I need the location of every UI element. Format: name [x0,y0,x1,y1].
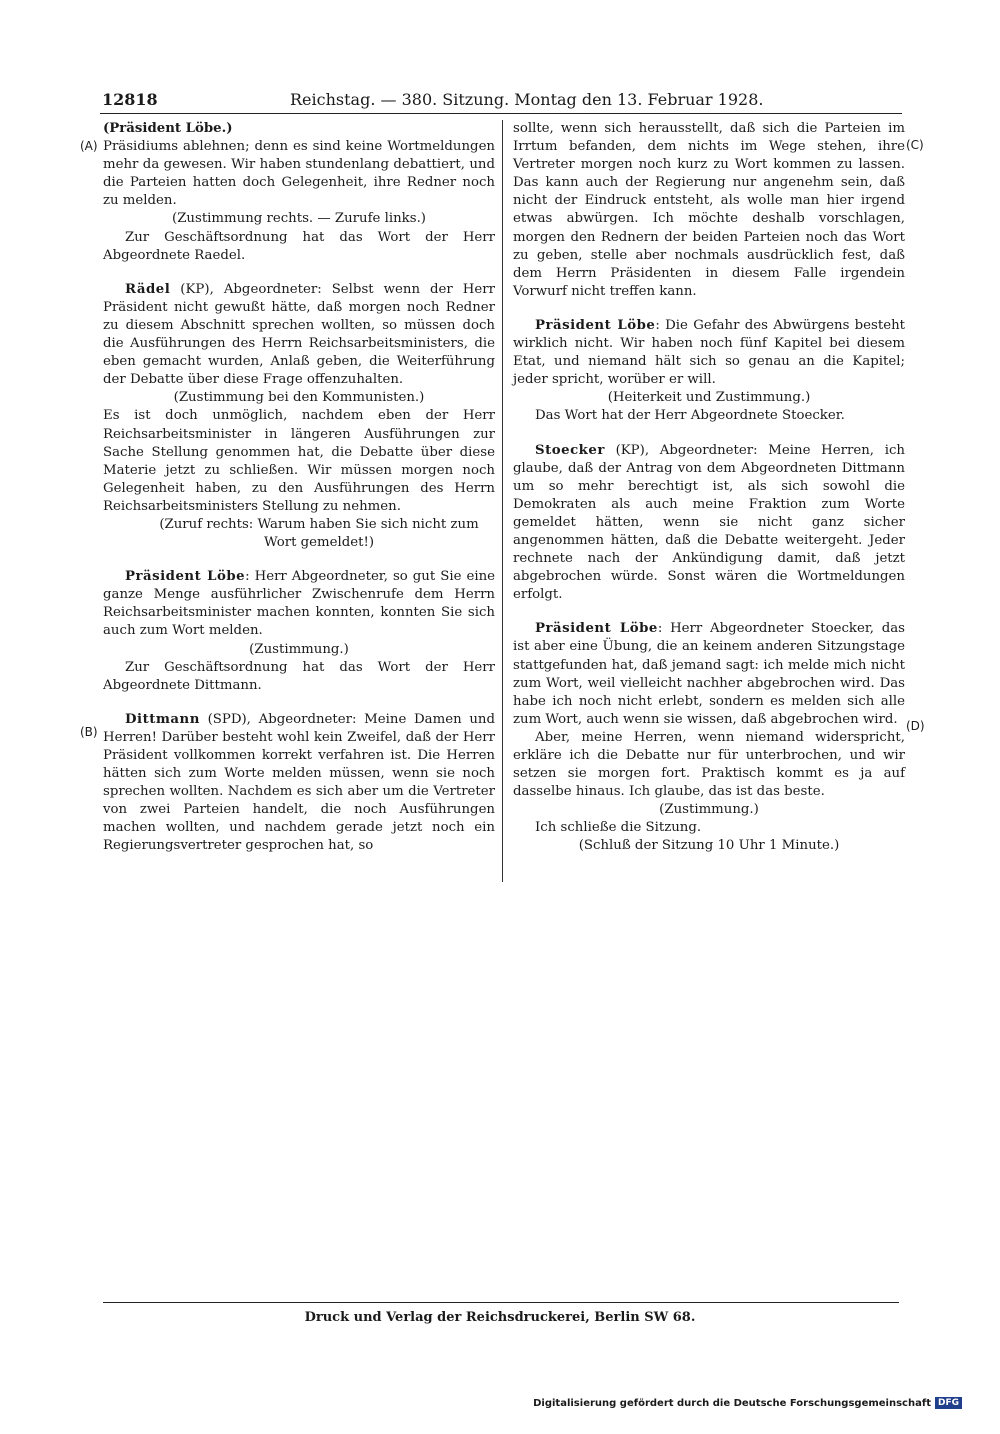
right-column [513,120,905,856]
speaker-name: Stoecker [535,442,605,458]
speech-paragraph [513,620,905,729]
stage-direction: (Zuruf rechts: Warum haben Sie sich nicht zum Wort gemeldet!) [159,516,479,551]
margin-mark-a: (A) [80,139,98,153]
speech-paragraph [103,281,495,390]
running-head: (Präsident Löbe.) [103,121,233,136]
margin-mark-b: (B) [80,725,98,739]
stage-direction: (Zustimmung rechts. — Zurufe links.) [172,211,426,227]
dfg-credit [533,1397,962,1409]
margin-mark-c: (C) [906,138,924,152]
speaker-name: Rädel [125,281,171,297]
page-number: 12818 [102,90,158,109]
dfg-credit-text: Digitalisierung gefördert durch die Deutsche Forschungsgemeinschaft [533,1397,931,1409]
paragraph: Präsidiums ablehnen; denn es sind keine Wortmeldungen mehr da gewesen. Wir haben stundenlang debattiert, und die Parteien hatten doch Gelegenheit, ihre Redner noch zu melden. [103,139,495,209]
speech-text: (KP), Abgeordneter: Meine Herren, ich glaube, daß der Antrag von dem Abgeordneten Dittmann um so mehr berechtigt ist, als sich sowohl die Demokraten als auch meine Fraktion zum Worte gemeldet hätten, wenn sie nicht ganz sicher angenommen hätten, daß die Debatte weitergeht. Jeder rechnete nach der Ankündigung damit, daß jetzt abgebrochen würde. Sonst wären die Wortmeldungen erfolgt. [513,442,905,603]
speech-text: : Die Gefahr des Abwürgens besteht wirklich nicht. Wir haben noch fünf Kapitel bei diesem Etat, und niemand hält sich so genau an die Kapitel; jeder spricht, worüber er will. [513,317,905,388]
paragraph: Es ist doch unmöglich, nachdem eben der Herr Reichsarbeitsminister in längeren Ausführungen zur Sache Stellung genommen hat, die Debatte über diese Materie jetzt zu schließen. Wir müssen morgen noch Gelegenheit haben, zu den Ausführungen des Herrn Reichsarbeitsministers Stellung zu nehmen. [103,408,495,514]
speech-text: : Herr Abgeordneter Stoecker, das ist aber eine Übung, die an keinem anderen Sitzungstage stattgefunden hat, daß jemand sagt: ich melde mich nicht zum Wort, weil vielleicht nachher abgebrochen wird. Das habe ich noch nicht erlebt, sondern es melden sich alle zum Wort, auch wenn sie wissen, daß abgebrochen wird. [513,621,905,727]
speech-paragraph [103,568,495,640]
speaker-name: Präsident Löbe [125,569,246,585]
speech-paragraph [513,442,905,605]
stage-direction: (Zustimmung bei den Kommunisten.) [173,390,425,406]
speech-text: : Herr Abgeordneter, so gut Sie eine ganze Menge ausführlicher Zwischenrufe dem Herrn Reichsarbeitsminister machen konnten, konnten Sie sich auch zum Wort melden. [103,569,495,639]
stage-direction: (Zustimmung.) [659,802,759,818]
speech-paragraph [513,317,905,389]
footer-rule [103,1302,899,1303]
printer-imprint: Druck und Verlag der Reichsdruckerei, Berlin SW 68. [304,1310,696,1325]
speaker-name: Dittmann [125,711,200,727]
stage-direction: (Heiterkeit und Zustimmung.) [607,390,811,406]
column-divider [502,120,503,882]
speech-paragraph [103,711,495,856]
speaker-name: Präsident Löbe [535,621,658,637]
header-title: Reichstag. — 380. Sitzung. Montag den 13. Februar 1928. [290,90,764,109]
speech-text: (KP), Abgeordneter: Selbst wenn der Herr Präsident nicht gewußt hätte, daß morgen noch Redner zu diesem Abschnitt sprechen wollten, so müssen doch die Ausführungen des Herrn Reichsarbeitsministers, die eben gemacht wurden, Anlaß geben, die Weiterführung der Debatte über diese Frage offenzuhalten. [103,281,495,388]
speech-text: (SPD), Abgeordneter: Meine Damen und Herren! Darüber besteht wohl kein Zweifel, daß der Herr Präsident vollkommen korrekt verfahren ist. Die Herren hätten sich zum Worte melden müssen, wenn sie noch sprechen wollten. Nachdem es sich aber um die Vertreter von zwei Parteien handelt, die noch Ausführungen machen wollten, und nachdem gerade jetzt noch ein Regierungsvertreter gesprochen hat, so [103,711,495,854]
paragraph: sollte, wenn sich herausstellt, daß sich die Parteien im Irrtum befanden, dem nichts im Wege stehen, ihre Vertreter morgen noch kurz zu Wort kommen zu lassen. Das kann auch der Regierung nur angenehm sein, daß nicht der Eindruck entsteht, als wolle man hier irgend etwas abwürgen. Ich möchte deshalb vorschlagen, morgen den Rednern der beiden Parteien noch das Wort zu geben, stelle aber nochmals ausdrücklich fest, daß dem Herrn Präsidenten in diesem Falle irgendein Vorwurf nicht treffen kann. [513,121,905,299]
margin-mark-d: (D) [906,719,925,733]
speaker-name: Präsident Löbe [535,317,656,333]
dfg-logo-icon: DFG [935,1397,962,1409]
paragraph: Zur Geschäftsordnung hat das Wort der Herr Abgeordnete Raedel. [103,229,495,263]
stage-direction: (Schluß der Sitzung 10 Uhr 1 Minute.) [578,838,840,854]
page-header [100,90,900,114]
left-column [103,120,495,856]
stage-direction: (Zustimmung.) [249,641,349,657]
paragraph: Das Wort hat der Herr Abgeordnete Stoecker. [535,408,845,424]
paragraph: Aber, meine Herren, wenn niemand widerspricht, erkläre ich die Debatte nur für unterbrochen, und wir setzen sie morgen fort. Praktisch kommt es ja auf dasselbe hinaus. Ich glaube, das ist das beste. [513,729,905,800]
header-rule [100,113,902,114]
paragraph: Zur Geschäftsordnung hat das Wort der Herr Abgeordnete Dittmann. [103,659,495,693]
paragraph: Ich schließe die Sitzung. [535,820,702,836]
